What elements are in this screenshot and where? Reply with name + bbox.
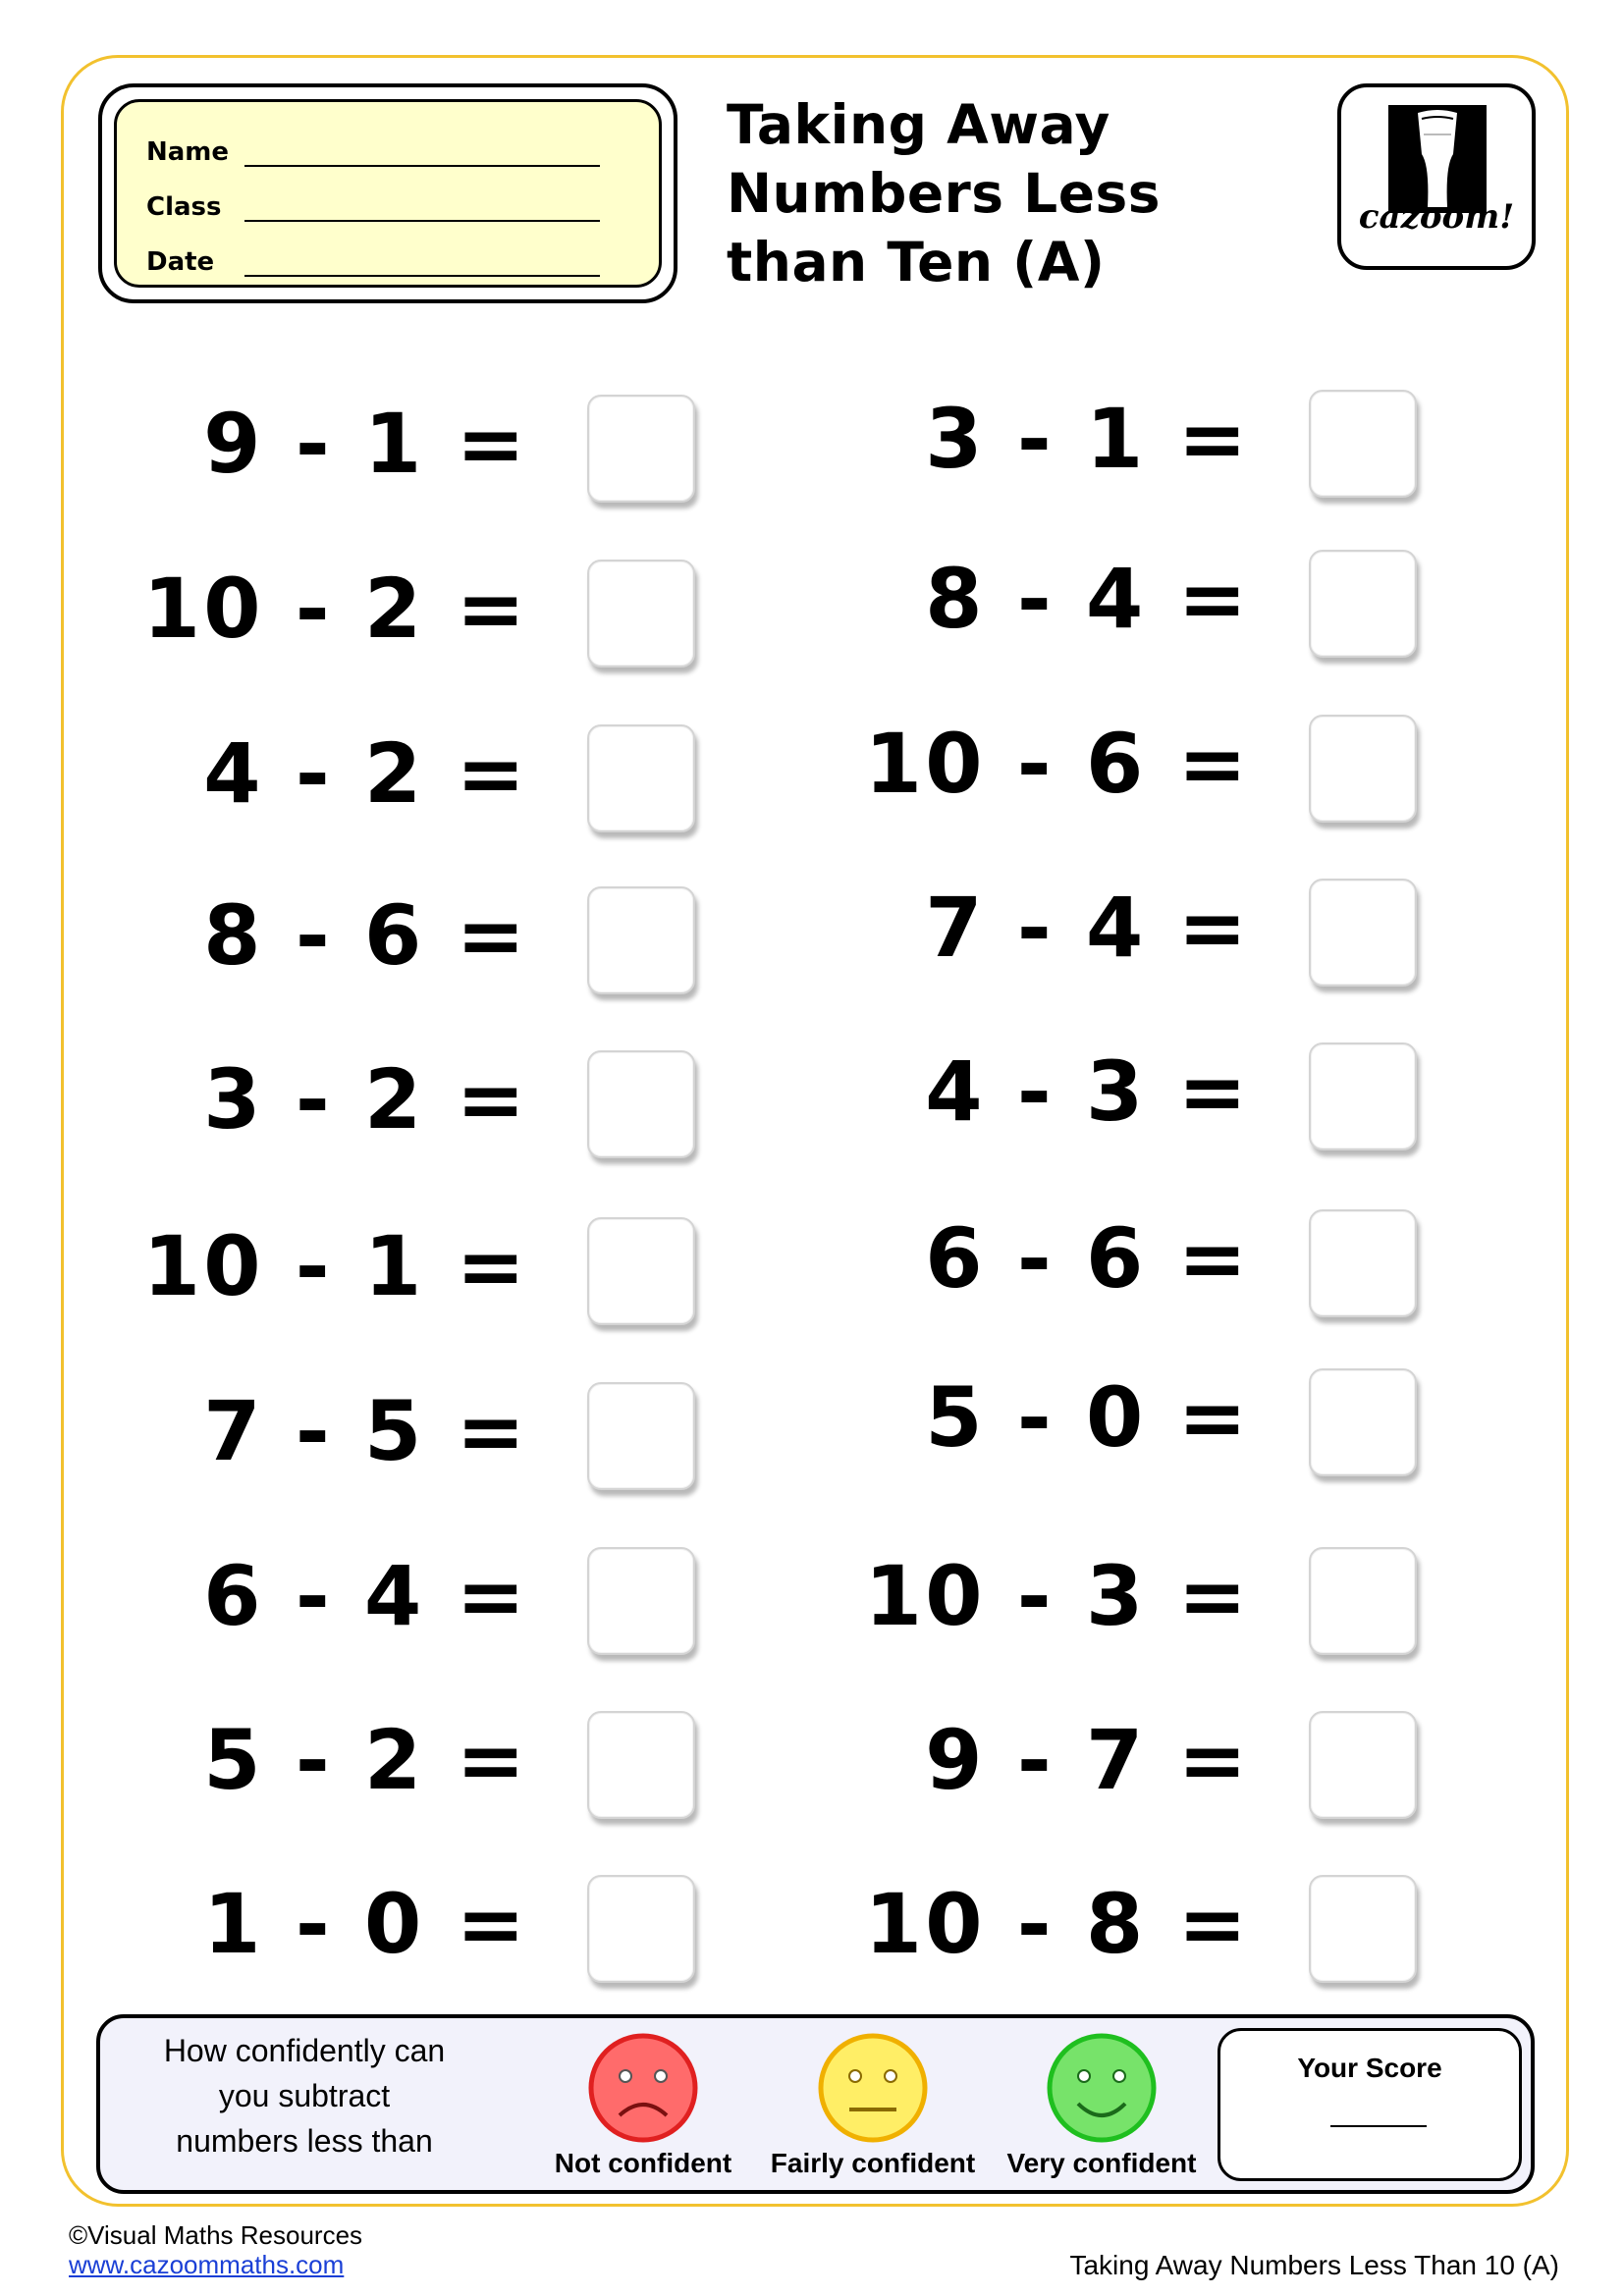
cazoom-logo [1337, 83, 1536, 270]
problem-row [8, 1701, 695, 1819]
worksheet-title [727, 90, 1237, 296]
problem-row [8, 1537, 695, 1655]
answer-box[interactable] [1309, 1368, 1417, 1476]
problem-expression: 10 - 8 = [864, 1876, 1250, 1972]
problem-expression: 10 - 1 = [142, 1218, 528, 1314]
problem-row [730, 1537, 1417, 1655]
not-confident-label: Not confident [554, 2148, 732, 2178]
class-row[interactable] [146, 192, 600, 222]
question-line-1: How confidently can [163, 2033, 446, 2068]
problem-row [8, 1207, 695, 1325]
website-link[interactable]: www.cazoommaths.com [69, 2250, 345, 2279]
score-box [1218, 2028, 1522, 2181]
answer-box[interactable] [587, 395, 695, 503]
problem-row [730, 1033, 1417, 1150]
answer-box[interactable] [587, 1547, 695, 1655]
problem-expression: 3 - 1 = [925, 391, 1250, 487]
problem-expression: 9 - 7 = [925, 1712, 1250, 1808]
problem-expression: 4 - 2 = [203, 725, 528, 822]
neutral-face-icon[interactable] [816, 2031, 930, 2145]
problem-row [730, 1359, 1417, 1476]
problem-row [730, 1701, 1417, 1819]
problem-expression: 6 - 4 = [203, 1548, 528, 1644]
answer-box[interactable] [1309, 1209, 1417, 1317]
answer-box[interactable] [1309, 390, 1417, 498]
problem-expression: 8 - 4 = [925, 551, 1250, 647]
answer-box[interactable] [1309, 715, 1417, 823]
answer-box[interactable] [1309, 1711, 1417, 1819]
problem-expression: 7 - 5 = [203, 1383, 528, 1479]
answer-box[interactable] [587, 560, 695, 667]
problem-row [8, 877, 695, 994]
name-row[interactable] [146, 137, 600, 167]
footer-sheet-title: Taking Away Numbers Less Than 10 (A) [1069, 2250, 1559, 2280]
problem-row [730, 705, 1417, 823]
problem-expression: 4 - 3 = [925, 1043, 1250, 1140]
score-field[interactable] [1330, 2125, 1427, 2127]
question-line-3: numbers less than [176, 2123, 433, 2159]
sad-face-icon[interactable] [586, 2031, 700, 2145]
class-label: Class [146, 192, 222, 222]
problem-expression: 5 - 2 = [203, 1712, 528, 1808]
answer-box[interactable] [587, 1382, 695, 1490]
problem-row [8, 715, 695, 832]
problem-expression: 10 - 2 = [142, 561, 528, 657]
answer-box[interactable] [1309, 879, 1417, 987]
name-field[interactable] [244, 143, 600, 167]
answer-box[interactable] [587, 886, 695, 994]
logo-text: cazoom! [1358, 197, 1515, 237]
question-line-2: you subtract [218, 2078, 391, 2113]
problem-expression: 7 - 4 = [925, 880, 1250, 976]
problem-expression: 9 - 1 = [203, 396, 528, 492]
score-label: Your Score [1297, 2053, 1442, 2083]
problem-expression: 1 - 0 = [203, 1876, 528, 1972]
problem-expression: 3 - 2 = [203, 1051, 528, 1148]
answer-box[interactable] [587, 1217, 695, 1325]
problem-expression: 10 - 3 = [864, 1548, 1250, 1644]
answer-box[interactable] [1309, 1042, 1417, 1150]
problem-expression: 5 - 0 = [925, 1369, 1250, 1466]
problem-row [8, 1041, 695, 1158]
answer-box[interactable] [587, 1711, 695, 1819]
date-label: Date [146, 247, 215, 277]
problem-row [730, 1865, 1417, 1983]
answer-box[interactable] [587, 1050, 695, 1158]
problem-expression: 10 - 6 = [864, 716, 1250, 812]
problem-row [8, 1372, 695, 1490]
title-line-2: Numbers Less [727, 162, 1161, 225]
confidence-question [108, 2028, 501, 2163]
problem-row [8, 385, 695, 503]
problem-row [8, 1865, 695, 1983]
very-confident-label: Very confident [1006, 2148, 1197, 2178]
title-line-1: Taking Away [727, 93, 1110, 156]
date-field[interactable] [244, 253, 600, 277]
student-info-inner [114, 99, 662, 288]
class-field[interactable] [244, 198, 600, 222]
problem-row [730, 540, 1417, 658]
problem-expression: 8 - 6 = [203, 887, 528, 984]
answer-box[interactable] [587, 1875, 695, 1983]
problem-expression: 6 - 6 = [925, 1210, 1250, 1307]
title-line-3: than Ten (A) [727, 231, 1106, 294]
answer-box[interactable] [587, 724, 695, 832]
problem-row [730, 869, 1417, 987]
answer-box[interactable] [1309, 1547, 1417, 1655]
answer-box[interactable] [1309, 550, 1417, 658]
date-row[interactable] [146, 247, 600, 277]
answer-box[interactable] [1309, 1875, 1417, 1983]
problem-row [8, 550, 695, 667]
problem-row [730, 380, 1417, 498]
fairly-confident-label: Fairly confident [770, 2148, 976, 2178]
name-label: Name [146, 137, 230, 167]
happy-face-icon[interactable] [1045, 2031, 1159, 2145]
problem-row [730, 1200, 1417, 1317]
copyright-text: ©Visual Maths Resources [69, 2220, 363, 2250]
student-info-box [98, 83, 677, 303]
